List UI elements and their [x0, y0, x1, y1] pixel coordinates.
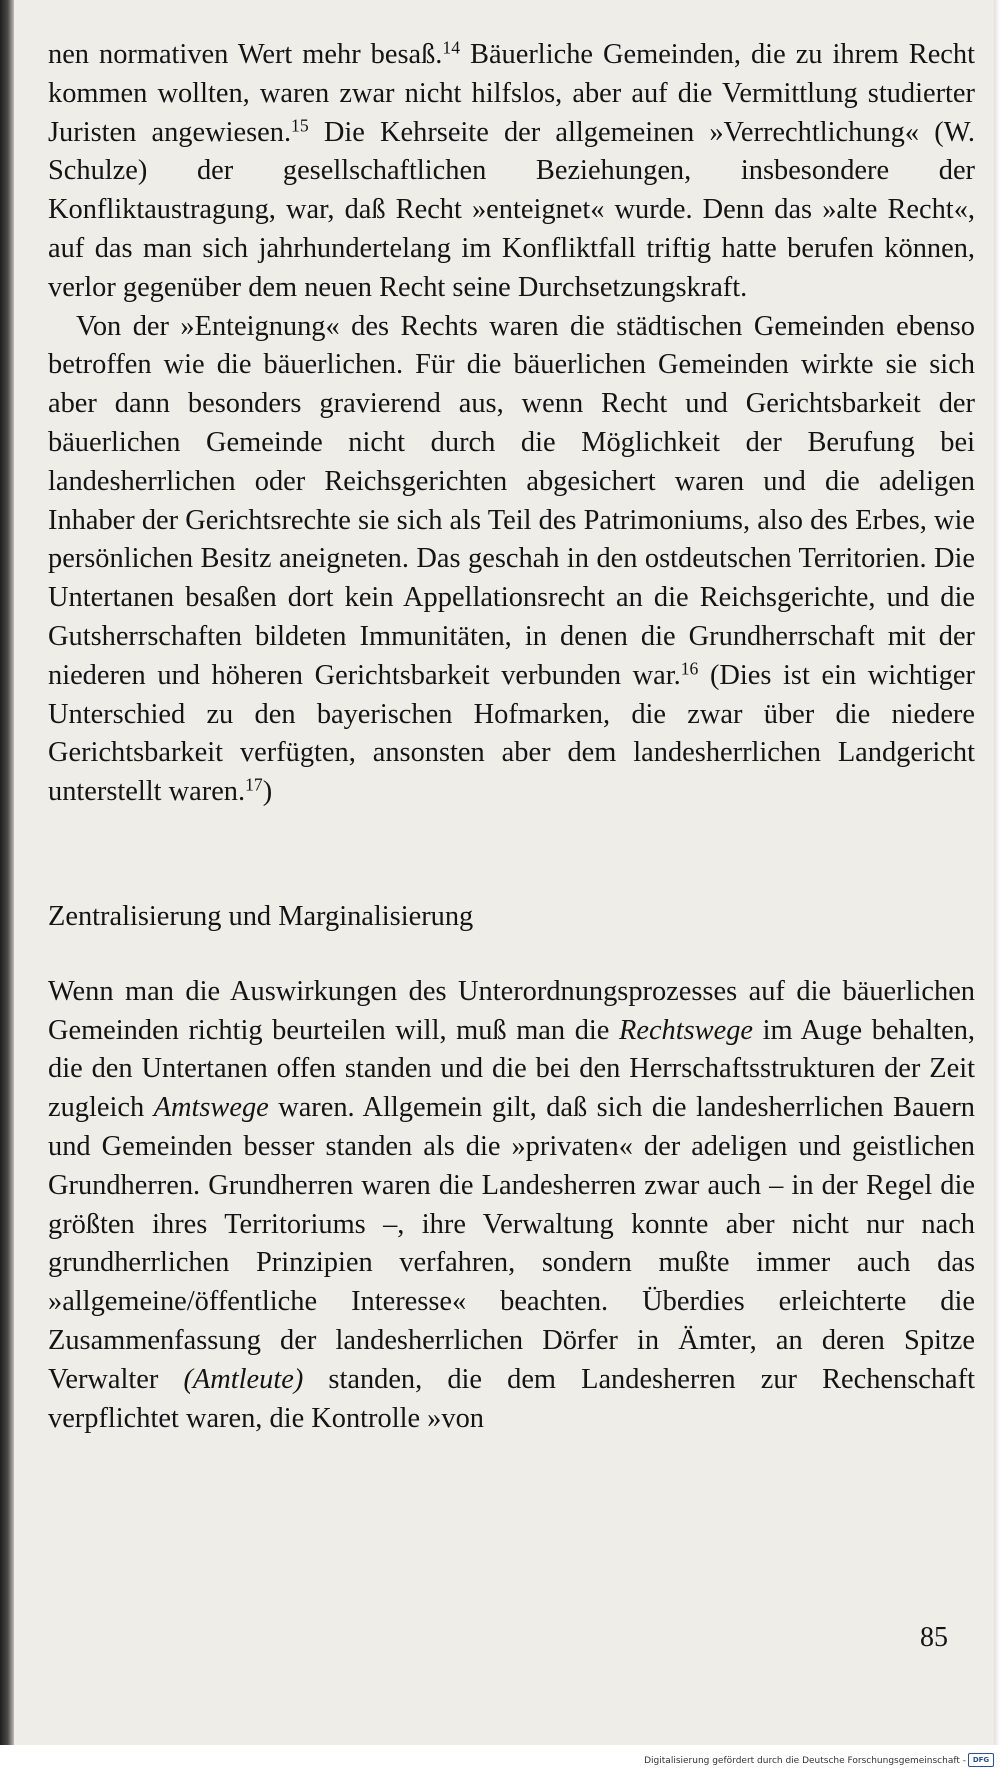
footnote-marker: 14 — [442, 37, 460, 58]
text-run: Von der »Enteignung« des Rechts waren die städtischen Gemeinden ebenso betroffen wie die bäuerlichen. Für die bäuerlichen Gemeinden wirkte sie sich aber dann besonders gravierend aus, wenn Recht und Gerichtsbarkeit der bäuerlichen Gemeinde nicht durch die Möglichkeit der Berufung bei landesherrlichen oder Reichsgerichten abgesichert waren und die adeligen Inhaber der Gerichtsrechte sie sich als Teil des Patrimoniums, also des Erbes, wie persönlichen Besitz aneigneten. Das geschah in den ostdeutschen Territorien. Die Untertanen besaßen dort kein Appellationsrecht an die Reichsgerichte, und die Gutsherrschaften bildeten Immunitäten, in denen die Grundherrschaft mit der niederen und höheren Gerichtsbarkeit verbunden war. — [48, 310, 975, 691]
italic-term: Amtswege — [153, 1092, 269, 1124]
text-run: standen, die dem Landesherren zur Rechenschaft verpflichtet waren, die Kontrolle »von — [48, 1363, 975, 1434]
paragraph-3 — [48, 973, 975, 1439]
page-body — [48, 36, 975, 1438]
footnote-marker: 15 — [291, 114, 309, 135]
text-run: Wenn man die Auswirkungen des Unterordnungsprozesses auf die bäuerlichen Gemeinden richtig beurteilen will, muß man die — [48, 975, 975, 1046]
text-run: nen normativen Wert mehr besaß. — [48, 39, 443, 70]
text-run: waren. Allgemein gilt, daß sich die landesherrlichen Bauern und Gemeinden besser standen als die »privaten« der adeligen und geistlichen Grundherren. Grundherren waren die Landesherren zwar auch – in der Regel die größten ihres Territoriums –, ihre Verwaltung konnte aber nicht nur nach grundherrlichen Prinzipien verfahren, sondern mußte immer auch das »allgemeine/öffentliche Interesse« beachten. Überdies erleichterte die Zusammenfassung der landesherrlichen Dörfer in Ämter, an deren Spitze Verwalter — [48, 1092, 976, 1395]
footnote-marker: 17 — [245, 774, 263, 795]
italic-term: Rechtswege — [619, 1014, 754, 1046]
text-run: Die Kehrseite der allgemeinen »Verrechtlichung« (W. Schulze) der gesellschaftlichen Beziehungen, insbesondere der Konfliktaustragung, war, daß Recht »enteignet« wurde. Denn das »alte Recht«, auf das man sich jahrhundertelang im Konfliktfall triftig hatte berufen können, verlor gegenüber dem neuen Recht seine Durchsetzungskraft. — [48, 116, 975, 303]
footer-credit-text: Digitalisierung gefördert durch die Deutsche Forschungsgemeinschaft - — [644, 1756, 966, 1766]
book-gutter-shadow — [0, 0, 14, 1745]
text-run: im Auge behalten, die den Untertanen offen standen und die bei den Herrschaftsstrukturen der Zeit zugleich — [48, 1014, 975, 1124]
section-heading: Zentralisierung und Marginalisierung — [48, 900, 474, 932]
text-run: (Dies ist ein wichtiger Unterschied zu den bayerischen Hofmarken, die zwar über die niedere Gerichtsbarkeit verfügten, ansonsten aber dem landesherrlichen Landgericht unterstellt waren. — [48, 659, 975, 808]
paragraph-2 — [48, 308, 975, 812]
text-run: Bäuerliche Gemeinden, die zu ihrem Recht kommen wollten, waren zwar nicht hilfslos, aber auf die Vermittlung studierter Juristen angewiesen. — [48, 39, 975, 148]
dfg-logo-icon: DFG — [968, 1753, 994, 1767]
paragraph-1 — [48, 36, 975, 308]
italic-term: (Amtleute) — [183, 1363, 304, 1395]
footnote-marker: 16 — [680, 658, 699, 679]
page-number: 85 — [920, 1622, 948, 1653]
text-run: ) — [262, 776, 273, 808]
page-edge — [994, 0, 1000, 1745]
digitization-footer — [0, 1745, 1000, 1775]
